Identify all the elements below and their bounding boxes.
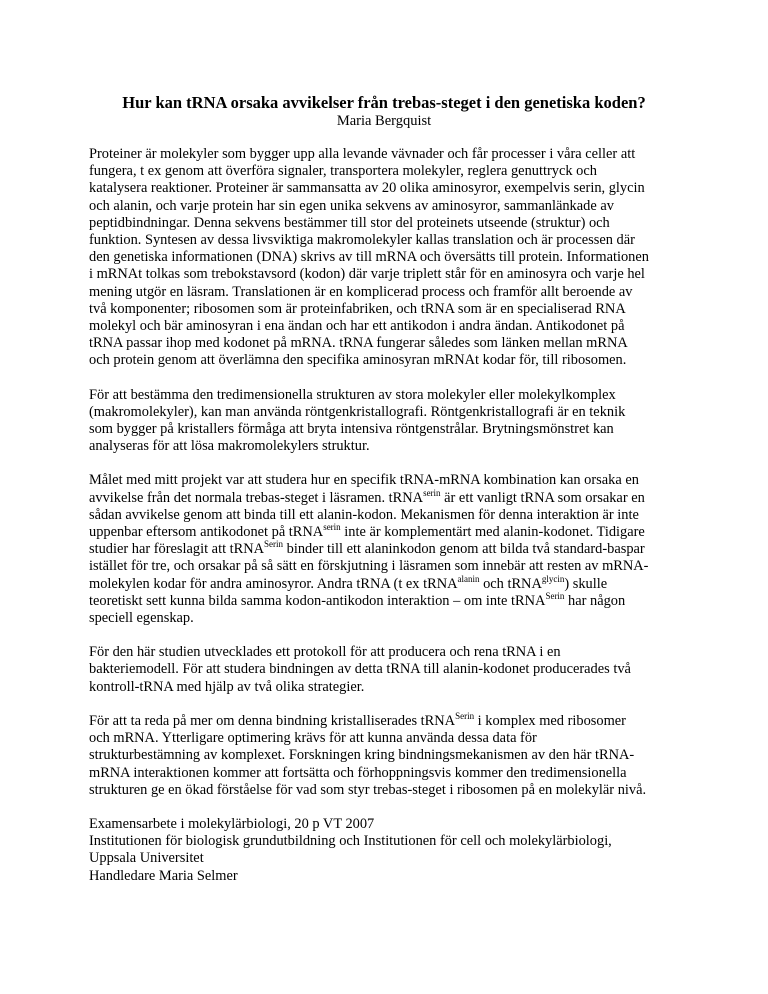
text-segment: speciell egenskap. [89,610,194,627]
superscript-text: Serin [455,710,475,721]
text-line [89,610,689,627]
text-segment: ) skulle [564,575,608,592]
text-segment: För att bestämma den tredimensionella strukturen av stora molekyler eller molekylkomplex [89,386,616,403]
text-line [89,352,689,369]
body-paragraph [89,472,689,627]
text-line [89,765,689,782]
text-line [89,747,689,764]
text-segment: sådan avvikelse genom att binda till ett alanin-kodon. Mekanismen för denna interaktion är inte [89,506,639,523]
text-segment: För den här studien utvecklades ett protokoll för att producera och rena tRNA i en [89,644,561,661]
text-segment: den genetiska informationen (DNA) skrivs av till mRNA och översätts till protein. Informationen [89,249,649,266]
text-line [89,404,689,421]
superscript-text: serin [423,487,441,498]
document-title: Hur kan tRNA orsaka avvikelser från trebas-steget i den genetiska koden? [122,93,646,112]
text-segment: peptidbindningar. Denna sekvens bestämmer till stor del proteinets utseende (struktur) och [89,214,610,231]
text-line [89,438,689,455]
body-paragraph [89,644,689,696]
text-segment: bakteriemodell. För att studera bindningen av detta tRNA till alanin-kodonet producerades två [89,661,631,678]
superscript-text: Serin [545,590,565,601]
document-body [89,146,689,902]
text-segment: Målet med mitt projekt var att studera hur en specifik tRNA-mRNA kombination kan orsaka en [89,472,639,489]
text-line [89,318,689,335]
superscript-text: alanin [457,573,480,584]
text-line [89,524,689,541]
text-segment: funktion. Syntesen av dessa livsviktiga makromolekyler kallas translation och är processen där [89,232,635,249]
text-segment: som bygger på kristallers förmåga att bryta intensiva röntgenstrålar. Brytningsmönstret kan [89,421,614,438]
text-segment: två komponenter; ribosomen som är proteinfabriken, och tRNA som är en specialiserad RNA [89,300,626,317]
text-line [89,387,689,404]
superscript-text: serin [323,522,341,533]
text-line [89,146,689,163]
text-segment: För att ta reda på mer om denna bindning kristalliserades tRNA [89,712,456,729]
text-line [89,335,689,352]
text-segment: fungera, t ex genom att överföra signaler, transportera molekyler, reglera genuttryck och [89,163,597,180]
text-segment: kontroll-tRNA med hjälp av två olika strategier. [89,678,365,695]
text-line [89,661,689,678]
document-author: Maria Bergquist [336,113,432,129]
text-line [89,730,689,747]
text-segment: molekyl och bär aminosyran i ena ändan och har ett antikodon i andra ändan. Antikodonet på [89,318,625,335]
text-line [89,590,689,610]
text-segment: mRNA interaktionen kommer att fortsätta och förhoppningsvis kommer den tredimensionella [89,764,627,781]
text-segment: (makromolekyler), kan man använda röntgenkristallografi. Röntgenkristallografi är en teknik [89,403,626,420]
text-segment: istället för tre, och orsakar på så sätt en förskjutning i läsramen som innebär att resten av mRNA- [89,558,649,575]
text-line [89,198,689,215]
body-paragraph [89,387,689,456]
text-segment: och mRNA. Ytterligare optimering krävs för att kunna använda dessa data för [89,730,537,747]
text-line [89,558,689,575]
body-paragraph [89,146,689,370]
footer-line: Handledare Maria Selmer [89,867,238,884]
text-segment: strukturen ge en ökad förståelse för vad som styr trebas-steget i ribosomen på en molekylär nivå. [89,781,647,798]
text-segment: har någon [564,592,626,609]
text-segment: i mRNAt tolkas som trebokstavsord (kodon) där varje triplett står för en aminosyra och varje hel [89,266,645,283]
text-segment: katalysera reaktioner. Proteiner är sammansatta av 20 olika aminosyror, exempelvis serin, glycin [89,180,645,197]
text-line [89,249,689,266]
footer-line: Institutionen för biologisk grundutbildning och Institutionen för cell och molekylärbiologi, [89,833,612,850]
text-line [89,421,689,438]
paragraphs [89,146,689,799]
text-line [89,472,689,489]
text-segment: studier har föreslagit att tRNA [89,541,265,558]
text-line [89,507,689,524]
text-segment: analyseras för att lösa makromolekylers struktur. [89,438,370,455]
text-segment: Proteiner är molekyler som bygger upp alla levande vävnader och får processer i våra celler att [89,146,636,162]
text-segment: strukturbestämning av komplexet. Forskningen kring bindningsmekanismen av den här tRNA- [89,747,635,764]
text-line [89,541,689,558]
text-line [89,644,689,661]
text-segment: i komplex med ribosomer [474,712,626,729]
text-segment: och tRNA [479,575,542,592]
document-footer [89,816,689,885]
text-line [89,710,689,730]
text-line [89,266,689,283]
text-line [89,163,689,180]
text-line [89,180,689,197]
footer-line: Uppsala Universitet [89,850,204,867]
superscript-text: Serin [264,539,284,550]
text-line [89,215,689,232]
text-segment: uppenbar eftersom antikodonet på tRNA [89,524,324,541]
text-segment: avvikelse från det normala trebas-steget i läsramen. tRNA [89,489,424,506]
text-line [89,782,689,799]
text-segment: är ett vanligt tRNA som orsakar en [440,489,645,506]
text-segment: och alanin, och varje protein har sin egen unika sekvens av aminosyror, sammanlänkade av [89,197,614,214]
text-segment: molekylen kodar för andra aminosyror. Andra tRNA (t ex tRNA [89,575,458,592]
text-line [89,679,689,696]
text-line [89,573,689,593]
text-line [89,301,689,318]
text-segment: inte är komplementärt med alanin-kodonet. Tidigare [340,524,645,541]
body-paragraph [89,710,689,799]
text-line [89,487,689,507]
text-segment: mening utgör en läsram. Translationen är en komplicerad process och framför allt beroende av [89,283,633,300]
superscript-text: glycin [541,573,565,584]
text-segment: tRNA passar ihop med kodonet på mRNA. tRNA fungerar således som länken mellan mRNA [89,335,628,352]
text-line [89,232,689,249]
text-segment: binder till ett alaninkodon genom att bilda två standard-baspar [283,541,645,558]
footer-line: Examensarbete i molekylärbiologi, 20 p VT 2007 [89,815,375,832]
text-line [89,284,689,301]
text-segment: och protein genom att överlämna den specifika aminosyran mRNAt kodar för, till ribosomen. [89,352,627,369]
text-segment: teoretiskt sett kunna bilda samma kodon-antikodon interaktion – om inte tRNA [89,592,546,609]
